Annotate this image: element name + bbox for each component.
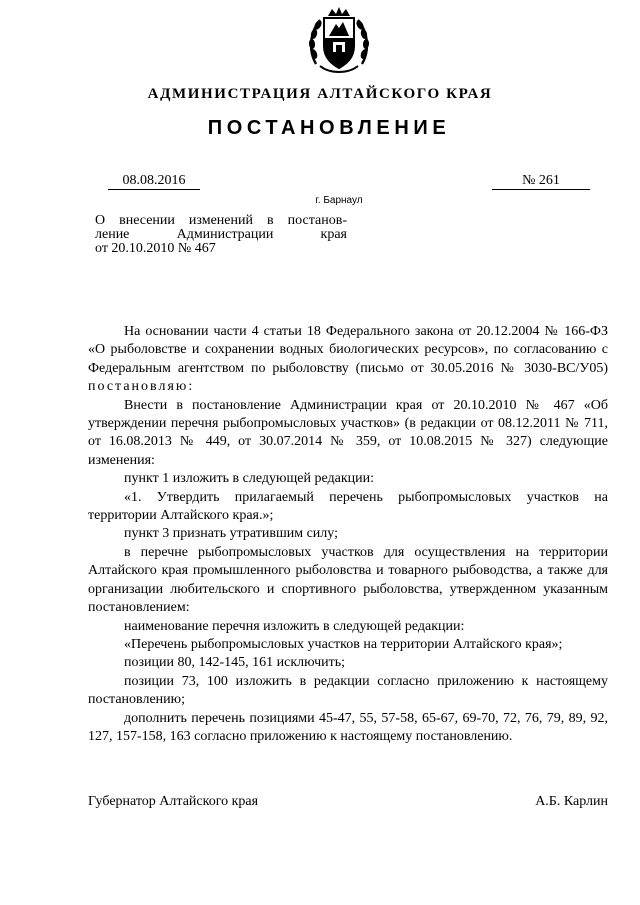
paragraph-basis — [88, 323, 608, 397]
document-subject — [95, 214, 347, 257]
subject-line-1: О внесении изменений в постанов- — [95, 213, 347, 228]
subject-line-3: от 20.10.2010 № 467 — [95, 241, 216, 257]
city-name: г. Барнаул — [315, 195, 363, 206]
paragraph-restate: позиции 73, 100 изложить в редакции согласно приложению к настоящему постановлению; — [88, 673, 608, 708]
document-body — [88, 323, 608, 746]
paragraph-list-name: наименование перечня изложить в следующей редакции: — [124, 618, 465, 634]
decree-word: постановляю: — [88, 379, 195, 395]
paragraph-list-name-text: «Перечень рыбопромысловых участков на территории Алтайского края»; — [124, 636, 563, 652]
signatory-title: Губернатор Алтайского края — [88, 794, 259, 809]
paragraph-exclude: позиции 80, 142-145, 161 исключить; — [124, 655, 345, 671]
paragraph-item-1-text: «1. Утвердить прилагаемый перечень рыбопромысловых участков на территории Алтайского края.»; — [88, 489, 608, 524]
document-number: № 261 — [492, 173, 590, 190]
paragraph-amend: Внести в постановление Администрации края от 20.10.2010 № 467 «Об утверждении перечня рыбопромысловых участков» (в редакции от 08.12.2011 № 711, от 16.08.2013 № 449, от 30.07.2014 № 359, от 10.08.2015 № 327) следующие изменения: — [88, 397, 608, 468]
paragraph-add: дополнить перечень позициями 45-47, 55, 57-58, 65-67, 69-70, 72, 76, 79, 89, 92, 127, 157-158, 163 согласно приложению к настоящему постановлению. — [88, 710, 608, 744]
paragraph-basis-text: На основании части 4 статьи 18 Федерального закона от 20.12.2004 № 166-ФЗ «О рыболовстве и сохранении водных биологических ресурсов», по согласованию с Федеральным агентством по рыболовству (письмо от 30.05.2016 № 3030-ВС/У05) — [88, 324, 608, 376]
paragraph-item-1: пункт 1 изложить в следующей редакции: — [124, 471, 374, 487]
document-type: ПОСТАНОВЛЕНИЕ — [207, 117, 451, 139]
subject-line-2: ление Администрации края — [95, 227, 347, 243]
paragraph-list: в перечне рыбопромысловых участков для осуществления на территории Алтайского края промышленного рыболовства и товарного рыбоводства, а также для организации любительского и спортивного рыболовства, утвержденном указанным постановлением: — [88, 544, 608, 616]
signatory-name: А.Б. Карлин — [535, 794, 608, 809]
organization-name: АДМИНИСТРАЦИЯ АЛТАЙСКОГО КРАЯ — [147, 86, 493, 102]
coat-of-arms-icon — [306, 6, 372, 76]
paragraph-item-3: пункт 3 признать утратившим силу; — [124, 526, 338, 542]
document-date: 08.08.2016 — [108, 173, 200, 190]
